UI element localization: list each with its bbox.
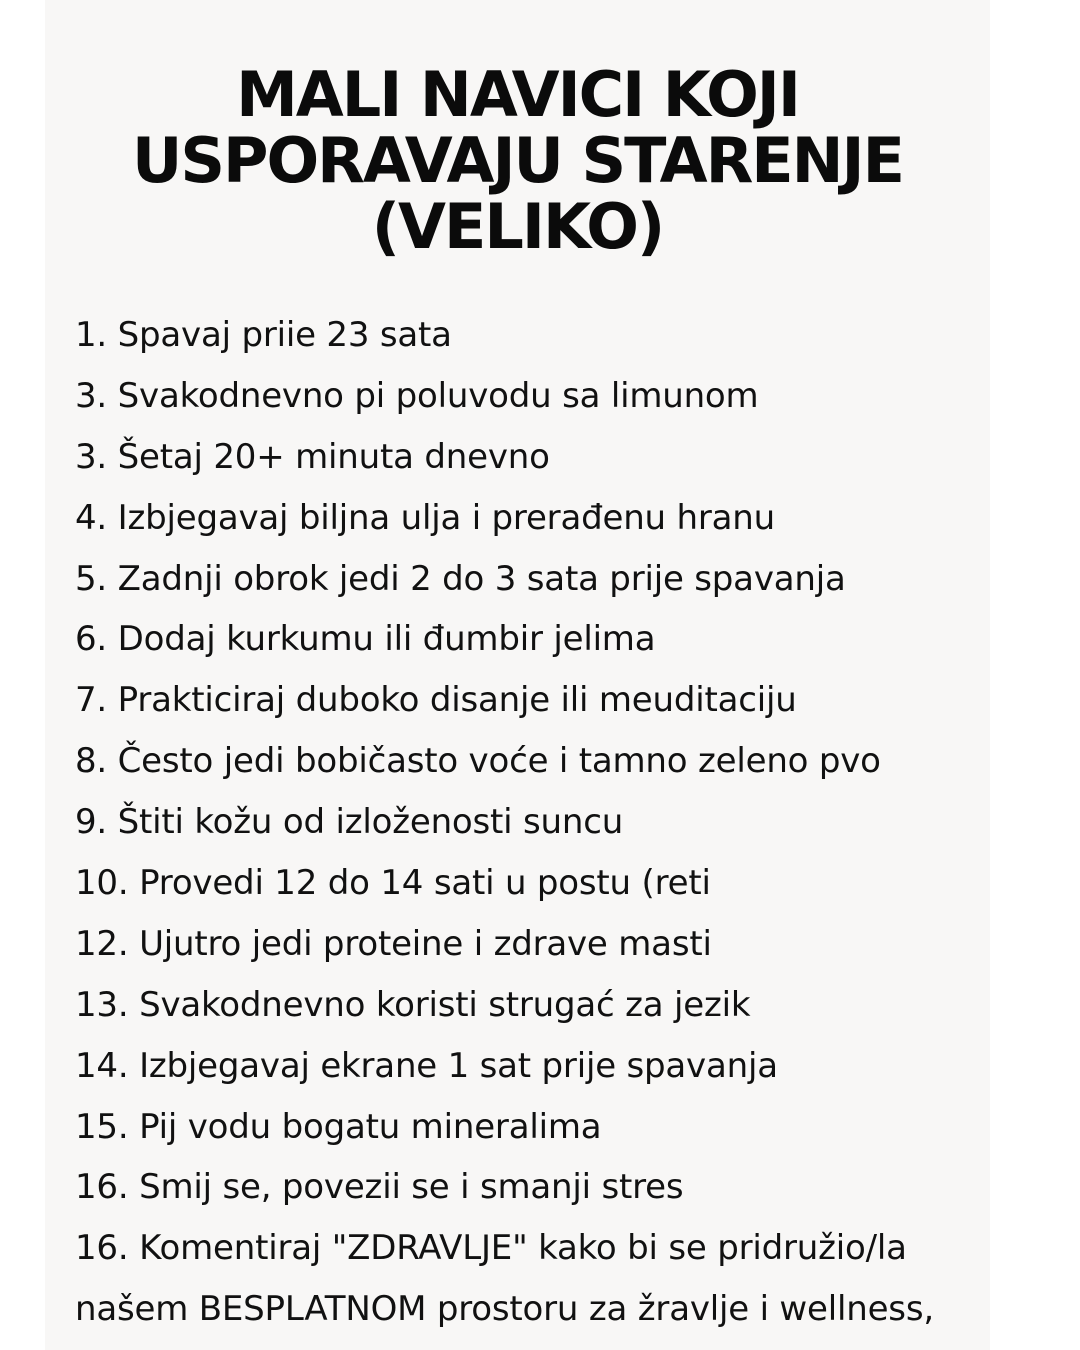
list-item: 8. Često jedi bobičasto voće i tamno zeleno pvo — [75, 741, 881, 782]
list-item: 3. Svakodnevno pi poluvodu sa limunom — [75, 375, 759, 416]
list-item: 15. Pij vodu bogatu mineralima — [75, 1106, 602, 1147]
list-item: 5. Zadnji obrok jedi 2 do 3 sata prije spavanja — [75, 558, 846, 599]
list-item: 13. Svakodnevno koristi strugać za jezik — [75, 984, 751, 1025]
title-line: (VELIKO) — [371, 190, 664, 263]
habit-list — [75, 305, 985, 1340]
page-title — [45, 58, 990, 263]
list-item: 3. Šetaj 20+ minuta dnevno — [75, 436, 550, 477]
content-card — [45, 0, 990, 1350]
list-item: 16. Komentiraj "ZDRAVLJE" kako bi se pridružio/la našem BESPLATNOM prostoru za žravlje i wellness, — [75, 1228, 934, 1330]
list-item: 12. Ujutro jedi proteine i zdrave masti — [75, 923, 712, 964]
list-item: 16. Smij se, povezii se i smanji stres — [75, 1167, 684, 1208]
list-item: 9. Štiti kožu od izloženosti suncu — [75, 802, 624, 843]
list-item: 7. Prakticiraj duboko disanje ili meuditaciju — [75, 680, 797, 721]
list-item: 14. Izbjegavaj ekrane 1 sat prije spavanja — [75, 1045, 778, 1086]
title-line: USPORAVAJU STARENJE — [132, 124, 903, 197]
list-item: 6. Dodaj kurkumu ili đumbir jelima — [75, 619, 656, 660]
title-line: MALI NAVICI KOJI — [236, 58, 799, 131]
list-item: 1. Spavaj priie 23 sata — [75, 315, 452, 355]
list-item: 4. Izbjegavaj biljna ulja i prerađenu hranu — [75, 497, 775, 538]
list-item: 10. Provedi 12 do 14 sati u postu (reti — [75, 863, 711, 904]
